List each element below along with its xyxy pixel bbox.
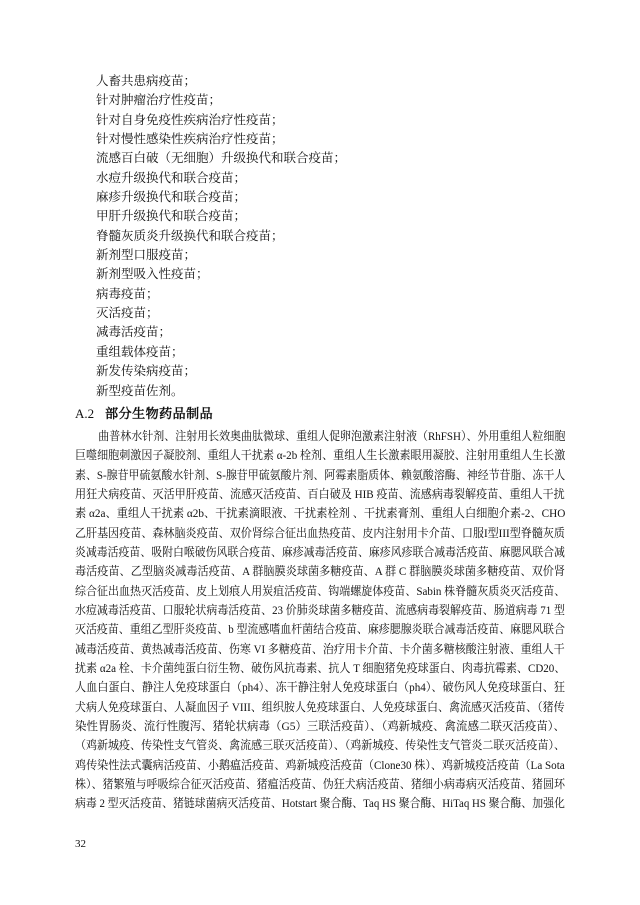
paragraph-line: 鸡传染性法式囊病活疫苗、小鹅瘟活疫苗、鸡新城疫活疫苗（Clone30 株）、鸡新城疫活疫苗（La Sota — [75, 757, 565, 772]
vaccine-list-item: 麻疹升级换代和联合疫苗； — [96, 190, 247, 205]
vaccine-list-item: 甲肝升级换代和联合疫苗； — [96, 209, 247, 224]
paragraph-line: 减毒活疫苗、黄热减毒活疫苗、伤寒 VI 多糖疫苗、治疗用卡介苗、卡介菌多糖核酸注射液、重组人干 — [75, 641, 565, 656]
vaccine-list-item: 针对慢性感染性疾病治疗性疫苗； — [96, 132, 284, 147]
paragraph-line: 综合征出血热灭活疫苗、皮上划痕人用炭疽活疫苗、钩端螺旋体疫苗、Sabin 株脊髓灰质炎灭活疫苗、 — [75, 583, 566, 598]
paragraph-line: （鸡新城疫、传染性支气管炎、禽流感三联灭活疫苗）、（鸡新城疫、传染性支气管炎二联灭活疫苗）、 — [75, 738, 565, 753]
section-heading — [75, 404, 565, 424]
page-number: 32 — [75, 838, 86, 850]
vaccine-list-item: 病毒疫苗； — [96, 286, 159, 301]
paragraph-line: 乙肝基因疫苗、森林脑炎疫苗、双价肾综合征出血热疫苗、皮内注射用卡介苗、口服I型III型脊髓灰质 — [75, 525, 565, 540]
vaccine-list-item: 水痘升级换代和联合疫苗； — [96, 170, 247, 185]
paragraph-line: 炎减毒活疫苗、吸附白喉破伤风联合疫苗、麻疹减毒活疫苗、麻疹风疹联合减毒活疫苗、麻腮风联合减 — [75, 544, 565, 559]
vaccine-list-item: 减毒活疫苗； — [96, 325, 172, 340]
page-content — [75, 72, 565, 814]
paragraph-line: 扰素 α2a 栓、卡介菌纯蛋白衍生物、破伤风抗毒素、抗人 T 细胞猪免疫球蛋白、肉毒抗霉素、CD20、 — [75, 660, 566, 675]
paragraph-line: 素、S-腺苷甲硫氨酸水针剂、S-腺苷甲硫氨酸片剂、阿霉素脂质体、赖氨酸溶酶、神经节苷脂、冻干人 — [75, 467, 566, 482]
paragraph-line: 毒活疫苗、乙型脑炎减毒活疫苗、A 群脑膜炎球菌多糖疫苗、A 群 C 群脑膜炎球菌多糖疫苗、双价肾 — [75, 564, 566, 579]
paragraph-line: 犬病人免疫球蛋白、人凝血因子 VIII、组织胺人免疫球蛋白、人免疫球蛋白、禽流感灭活疫苗、（猪传 — [75, 699, 565, 714]
vaccine-list — [75, 72, 565, 401]
paragraph-line: 素 α2a、重组人干扰素 α2b、干扰素滴眼液、干扰素栓剂 、干扰素膏剂、重组人白细胞介素-2、CHO — [75, 506, 566, 521]
section-title: 部分生物药品制品 — [105, 405, 214, 421]
vaccine-list-item: 脊髓灰质炎升级换代和联合疫苗； — [96, 228, 284, 243]
vaccine-list-item: 针对自身免疫性疾病治疗性疫苗； — [96, 112, 284, 127]
vaccine-list-item: 灭活疫苗； — [96, 306, 159, 321]
paragraph-line: 用狂犬病疫苗、灭活甲肝疫苗、流感灭活疫苗、百白破及 HIB 疫苗、流感病毒裂解疫苗、重组人干扰 — [75, 486, 565, 501]
section-number: A.2 — [75, 405, 95, 421]
paragraph-line: 染性胃肠炎、流行性腹泻、猪轮状病毒（G5）三联活疫苗）、（鸡新城疫、禽流感二联灭活疫苗）、 — [75, 719, 565, 733]
biological-products-paragraph — [75, 427, 565, 814]
paragraph-line: 灭活疫苗、重组乙型肝炎疫苗、b 型流感嗜血杆菌结合疫苗、麻疹腮腺炎联合减毒活疫苗、麻腮风联合 — [75, 622, 565, 637]
paragraph-line: 水痘减毒活疫苗、口服轮状病毒活疫苗、23 价肺炎球菌多糖疫苗、流感病毒裂解疫苗、肠道病毒 71 型 — [75, 602, 565, 617]
vaccine-list-item: 人畜共患病疫苗； — [96, 74, 197, 88]
paragraph-line: 巨噬细胞刺激因子凝胶剂、重组人干扰素 α-2b 栓剂、重组人生长激素眼用凝胶、注射用重组人生长激 — [75, 448, 566, 463]
vaccine-list-item: 新剂型口服疫苗； — [96, 248, 197, 263]
vaccine-list-item: 新剂型吸入性疫苗； — [96, 267, 209, 282]
paragraph-line: 曲普林水针剂、注射用长效奥曲肽微球、重组人促卵泡激素注射液（RhFSH）、外用重组人粒细胞 — [98, 428, 566, 443]
vaccine-list-item: 新发传染病疫苗； — [96, 364, 197, 379]
paragraph-line: 病毒 2 型灭活疫苗、猪链球菌病灭活疫苗、Hotstart 聚合酶、Taq HS 聚合酶、HiTaq HS 聚合酶、加强化 — [75, 796, 565, 811]
vaccine-list-item: 新型疫苗佐剂。 — [96, 383, 184, 398]
vaccine-list-item: 针对肿瘤治疗性疫苗； — [96, 93, 222, 108]
paragraph-line: 人血白蛋白、静注人免疫球蛋白（ph4）、冻干静注射人免疫球蛋白（ph4）、破伤风人免疫球蛋白、狂 — [75, 680, 566, 695]
vaccine-list-item: 流感百白破（无细胞）升级换代和联合疫苗； — [96, 151, 347, 166]
vaccine-list-item: 重组载体疫苗； — [96, 344, 184, 359]
paragraph-line: 株）、猪繁殖与呼吸综合征灭活疫苗、猪瘟活疫苗、伪狂犬病活疫苗、猪细小病毒病灭活疫苗、猪圆环 — [75, 777, 565, 792]
